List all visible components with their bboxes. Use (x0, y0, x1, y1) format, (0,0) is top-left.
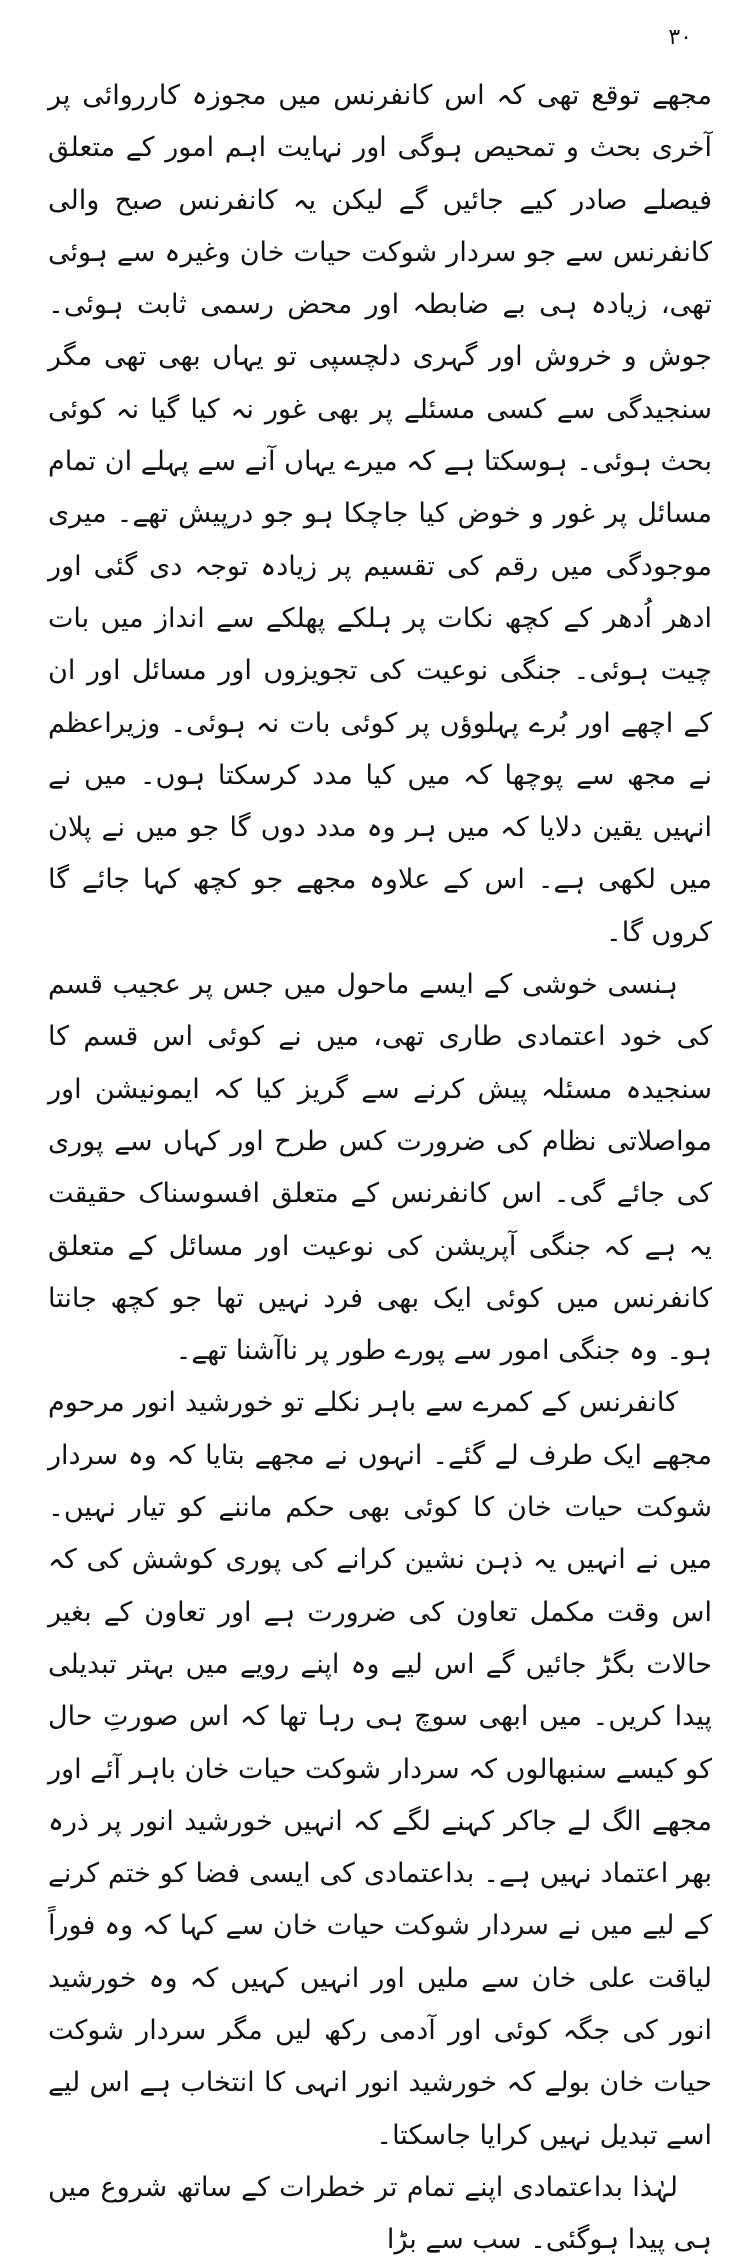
paragraph-4: لہٰذا بداعتمادی اپنے تمام تر خطرات کے ساتھ شروع میں ہی پیدا ہوگئی۔ سب سے بڑا (48, 2171, 712, 2256)
paragraph-3: کانفرنس کے کمرے سے باہر نکلے تو خورشید انور مرحوم مجھے ایک طرف لے گئے۔ انہوں نے مجھے بتایا کہ وہ سردار شوکت حیات خان کا کوئی بھی حکم ماننے کو تیار نہیں۔ میں نے انہیں یہ ذہن نشین کرانے کی پوری کوشش کی کہ اس وقت مکمل تعاون کی ضرورت ہے اور تعاون کے بغیر حالات بگڑ جائیں گے اس لیے وہ اپنے رویے میں بہتر تبدیلی پیدا کریں۔ میں ابھی سوچ ہی رہا تھا کہ اس صورتِ حال کو کیسے سنبھالوں کہ سردار شوکت حیات خان باہر آئے اور مجھے الگ لے جاکر کہنے لگے کہ انہیں خورشید انور پر ذرہ بھر اعتماد نہیں ہے۔ بداعتمادی کی ایسی فضا کو ختم کرنے کے لیے میں نے سردار شوکت حیات خان سے کہا کہ وہ فوراً لیاقت علی خان سے ملیں اور انہیں کہیں کہ وہ خورشید انور کی جگہ کوئی اور آدمی رکھ لیں مگر سردار شوکت حیات خان بولے کہ خورشید انور انہی کا انتخاب ہے اس لیے اسے تبدیل نہیں کرایا جاسکتا۔ (48, 1387, 712, 2151)
paragraph-2: ہنسی خوشی کے ایسے ماحول میں جس پر عجیب قسم کی خود اعتمادی طاری تھی، میں نے کوئی اس قسم کا سنجیدہ مسئلہ پیش کرنے سے گریز کیا کہ ایمونیشن اور مواصلاتی نظام کی ضرورت کس طرح اور کہاں سے پوری کی جائے گی۔ اس کانفرنس کے متعلق افسوسناک حقیقت یہ ہے کہ جنگی آپریشن کی نوعیت اور مسائل کے متعلق کانفرنس میں کوئی ایک بھی فرد نہیں تھا جو کچھ جانتا ہو۔ وہ جنگی امور سے پورے طور پر ناآشنا تھے۔ (48, 969, 712, 1367)
paragraph-1: مجھے توقع تھی کہ اس کانفرنس میں مجوزہ کارروائی پر آخری بحث و تمحیص ہوگی اور نہایت اہم امور کے متعلق فیصلے صادر کیے جائیں گے لیکن یہ کانفرنس صبح والی کانفرنس سے جو سردار شوکت حیات خان وغیرہ سے ہوئی تھی، زیادہ ہی بے ضابطہ اور محض رسمی ثابت ہوئی۔ جوش و خروش اور گہری دلچسپی تو یہاں بھی تھی مگر سنجیدگی سے کسی مسئلے پر بھی غور نہ کیا گیا نہ کوئی بحث ہوئی۔ ہوسکتا ہے کہ میرے یہاں آنے سے پہلے ان تمام مسائل پر غور و خوض کیا جاچکا ہو جو درپیش تھے۔ میری موجودگی میں رقم کی تقسیم پر زیادہ توجہ دی گئی اور ادھر اُدھر کے کچھ نکات پر ہلکے پھلکے سے انداز میں بات چیت ہوئی۔ جنگی نوعیت کی تجویزوں اور مسائل اور ان کے اچھے اور بُرے پہلوؤں پر کوئی بات نہ ہوئی۔ وزیراعظم نے مجھ سے پوچھا کہ میں کیا مدد کرسکتا ہوں۔ میں نے انہیں یقین دلایا کہ میں ہر وہ مدد دوں گا جو میں نے پلان میں لکھی ہے۔ اس کے علاوہ مجھے جو کچھ کہا جائے گا کروں گا۔ (48, 80, 712, 948)
page-body (48, 70, 712, 2266)
page-number: ۳۰ (668, 25, 692, 50)
